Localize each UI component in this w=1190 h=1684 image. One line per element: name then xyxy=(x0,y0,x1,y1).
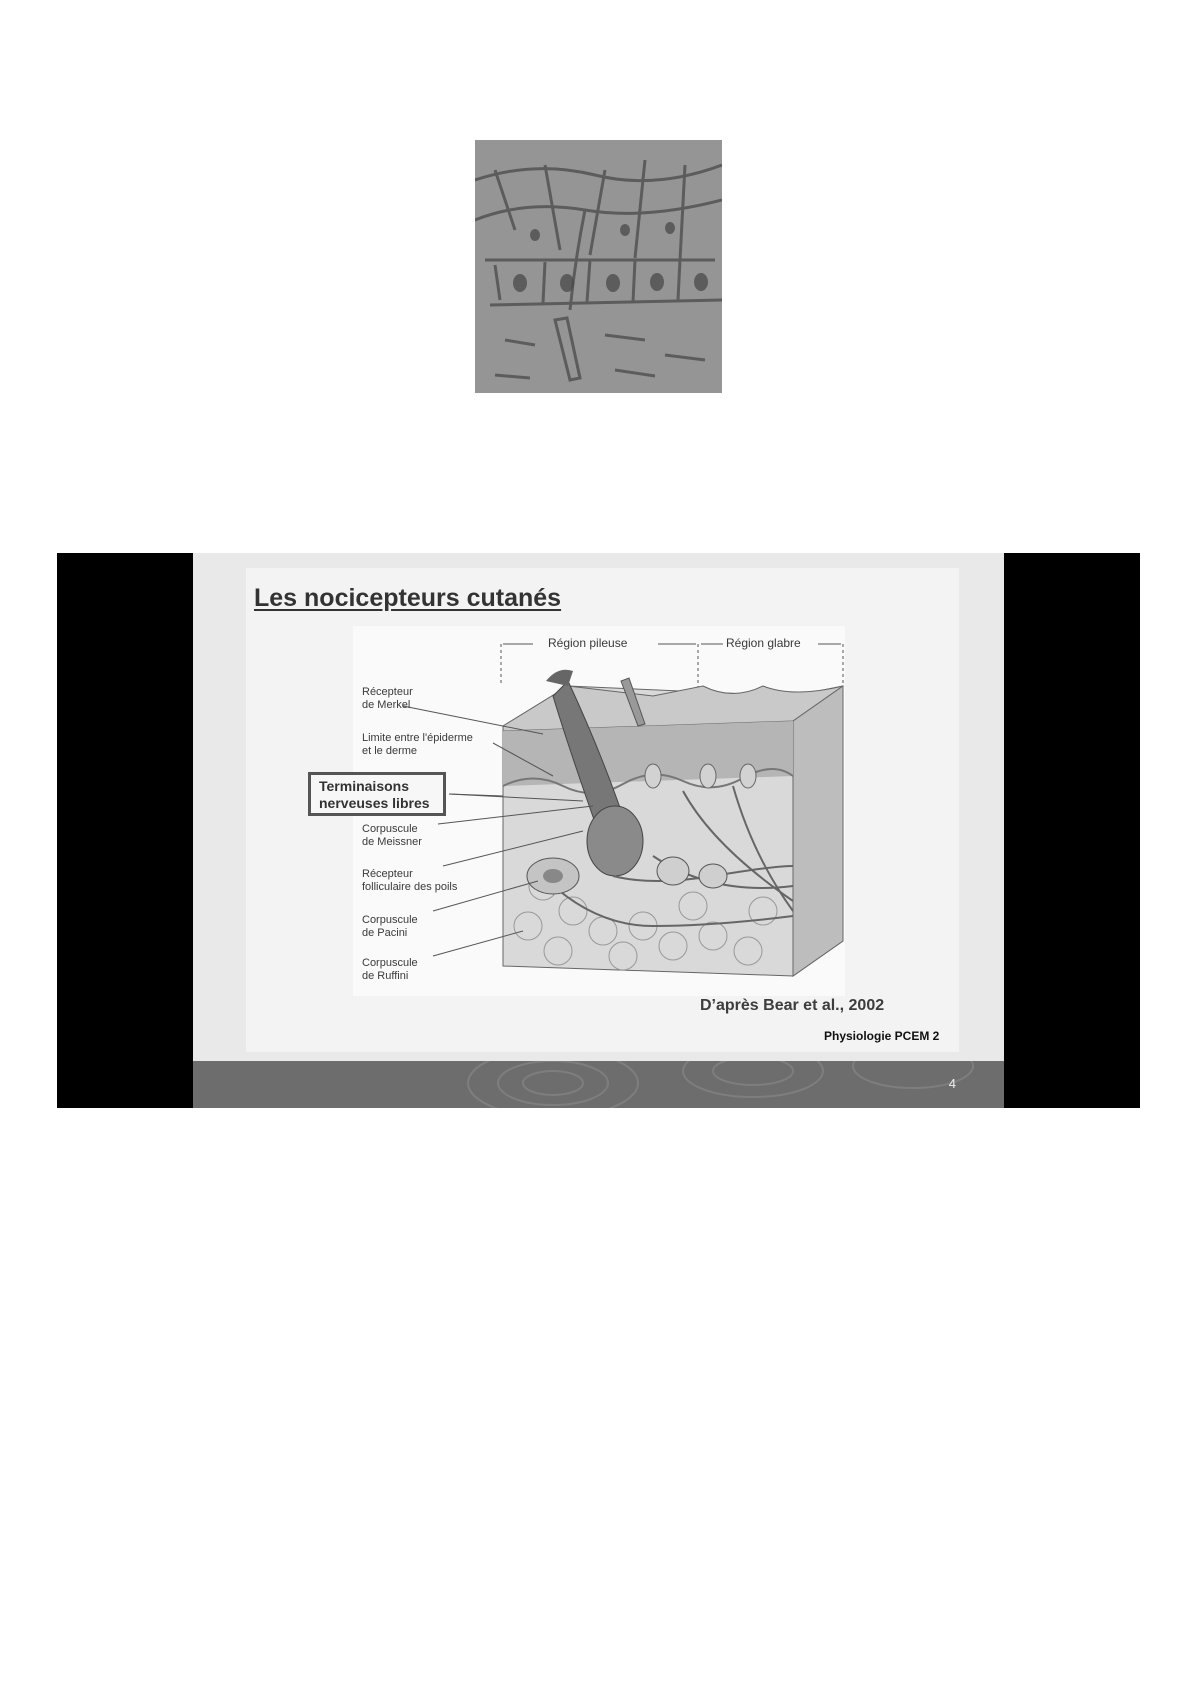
figure-credit: D’après Bear et al., 2002 xyxy=(700,997,885,1014)
region-glabrous-label: Région glabre xyxy=(726,636,801,650)
slide-title: Les nocicepteurs cutanés xyxy=(254,584,562,612)
slide xyxy=(193,553,1004,1108)
page-number: 4 xyxy=(948,1076,956,1091)
label-folliculaire: Récepteur folliculaire des poils xyxy=(362,868,458,893)
label-ruffini: Corpuscule de Ruffini xyxy=(362,957,418,982)
slide-footer xyxy=(193,1061,1004,1108)
region-hairy-label: Région pileuse xyxy=(548,636,628,650)
label-meissner: Corpuscule de Meissner xyxy=(362,823,422,848)
label-limite: Limite entre l'épiderme et le derme xyxy=(362,732,473,757)
slide-frame xyxy=(57,553,1140,1108)
course-name: Physiologie PCEM 2 xyxy=(824,1029,940,1043)
top-skin-photo xyxy=(475,140,722,393)
label-merkel: Récepteur de Merkel xyxy=(362,686,413,711)
skin-diagram xyxy=(319,626,845,996)
slide-content xyxy=(246,568,959,1052)
label-pacini: Corpuscule de Pacini xyxy=(362,914,418,939)
footer-ripple-decoration xyxy=(193,1061,1004,1108)
highlighted-label-free-nerve-endings: Terminaisons nerveuses libres xyxy=(308,772,446,816)
